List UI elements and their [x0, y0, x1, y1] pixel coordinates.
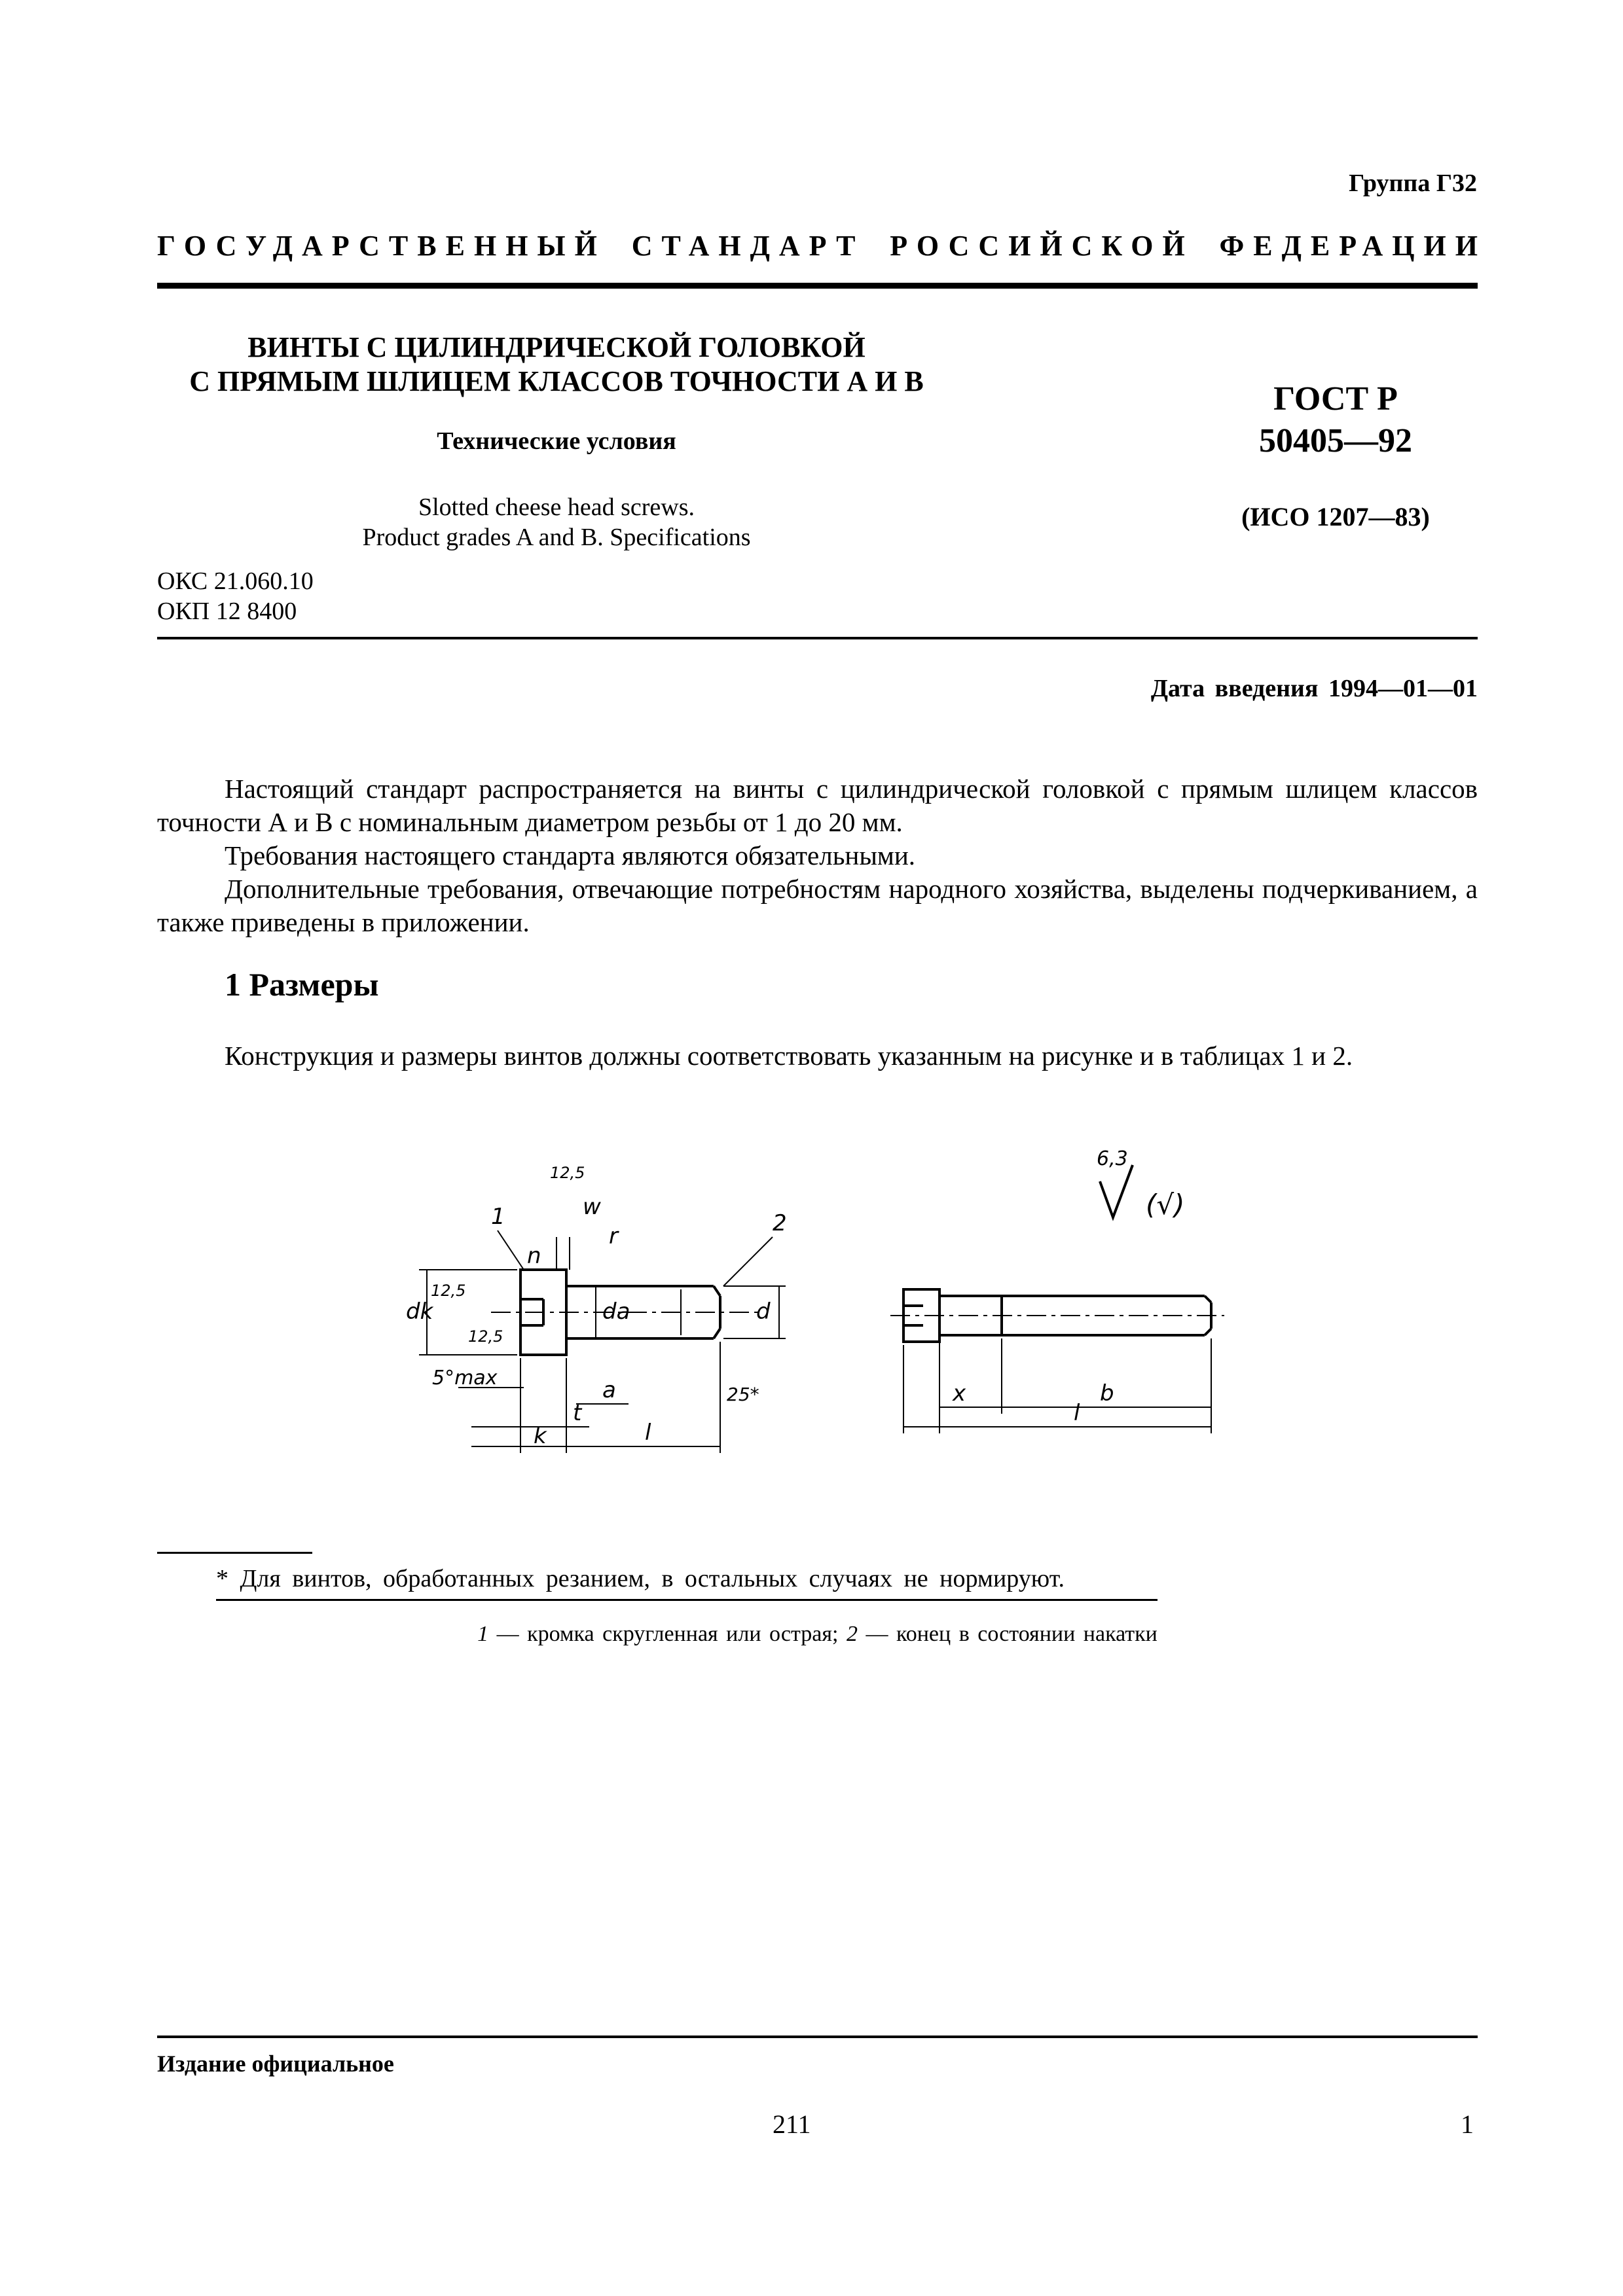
title-line: ВИНТЫ С ЦИЛИНДРИЧЕСКОЙ ГОЛОВКОЙ: [247, 331, 866, 363]
n-label: n: [527, 1243, 541, 1269]
gost-number: 50405—92: [1259, 422, 1412, 459]
paragraph: Конструкция и размеры винтов должны соответствовать указанным на рисунке и в таблицах 1 и 2.: [225, 1041, 1353, 1071]
section-text: [157, 1039, 1478, 1073]
official-edition: Издание официальное: [157, 2051, 394, 2077]
t-label: t: [573, 1400, 582, 1426]
section-heading: 1 Размеры: [225, 966, 379, 1003]
b-label: b: [1100, 1380, 1114, 1407]
l2-label: l: [1074, 1400, 1080, 1426]
end-roughness-label: 25*: [727, 1384, 759, 1405]
roughness-label: 12,5: [550, 1164, 585, 1182]
oks-code: ОКС 21.060.10: [157, 567, 314, 595]
l-label: l: [645, 1420, 651, 1446]
title-line: С ПРЯМЫМ ШЛИЦЕМ КЛАССОВ ТОЧНОСТИ А И В: [189, 365, 924, 397]
a-label: a: [602, 1377, 616, 1403]
classification-codes: [157, 566, 314, 626]
d-label: d: [756, 1299, 771, 1325]
document-subtitle: Технические условия: [437, 427, 676, 455]
screw-drawing: [393, 1139, 1244, 1492]
english-title: [157, 492, 956, 552]
paragraph: Требования настоящего стандарта являются обязательными.: [225, 840, 916, 870]
legend-text: — конец в состоянии накатки: [857, 1622, 1158, 1646]
legend-number: 2: [846, 1622, 858, 1646]
footer-rule: [157, 2036, 1478, 2038]
figure-legend: [157, 1622, 1478, 1647]
english-title-line: Product grades A and B. Specifications: [362, 524, 751, 551]
iso-reference: (ИСО 1207—83): [1241, 502, 1430, 531]
dk-label: dk: [406, 1299, 433, 1325]
intro-text: [157, 772, 1478, 939]
header-word: ГОСУДАРСТВЕННЫЙ: [157, 230, 606, 262]
group-code: Группа Г32: [1349, 170, 1477, 197]
legend-text: — кромка скругленная или острая;: [488, 1622, 847, 1646]
standard-header: [157, 229, 1487, 262]
header-word: СТАНДАРТ: [631, 230, 865, 262]
angle-label: 5°max: [432, 1367, 498, 1390]
w-label: w: [583, 1194, 601, 1220]
english-title-line: Slotted cheese head screws.: [418, 493, 695, 521]
da-label: da: [602, 1299, 630, 1325]
page-number-right: 1: [1461, 2109, 1474, 2139]
document-title: [157, 331, 956, 399]
footnote-separator: [157, 1552, 312, 1554]
gost-designation: [1192, 378, 1480, 462]
okp-code: ОКП 12 8400: [157, 598, 297, 625]
roughness-label: 12,5: [431, 1282, 466, 1300]
paragraph: Настоящий стандарт распространяется на винты с цилиндрической головкой с прямым шлицем классов точности А и В с номинальным диаметром резьбы от 1 до 20 мм.: [157, 774, 1478, 837]
gost-line: ГОСТ Р: [1273, 380, 1398, 418]
title-rule: [157, 637, 1478, 639]
r-label: r: [609, 1223, 618, 1249]
header-rule: [157, 283, 1478, 289]
page-number-center: 211: [773, 2109, 811, 2139]
introduction-date: Дата введения 1994—01—01: [1150, 675, 1478, 702]
callout-1-label: 1: [491, 1204, 505, 1230]
roughness-label: 12,5: [468, 1327, 503, 1346]
surface-paren-label: (√): [1146, 1189, 1185, 1221]
footnote-rule: [216, 1599, 1158, 1601]
surface-roughness-label: 6,3: [1097, 1147, 1128, 1170]
legend-number: 1: [477, 1622, 489, 1646]
header-word: РОССИЙСКОЙ: [890, 230, 1194, 262]
k-label: k: [534, 1423, 547, 1449]
x-label: x: [953, 1380, 966, 1407]
paragraph: Дополнительные требования, отвечающие потребностям народного хозяйства, выделены подчеркиванием, а также приведены в приложении.: [157, 874, 1478, 937]
footnote: * Для винтов, обработанных резанием, в остальных случаях не нормируют.: [216, 1565, 1065, 1592]
callout-2-label: 2: [773, 1210, 787, 1236]
header-word: ФЕДЕРАЦИИ: [1219, 230, 1487, 262]
